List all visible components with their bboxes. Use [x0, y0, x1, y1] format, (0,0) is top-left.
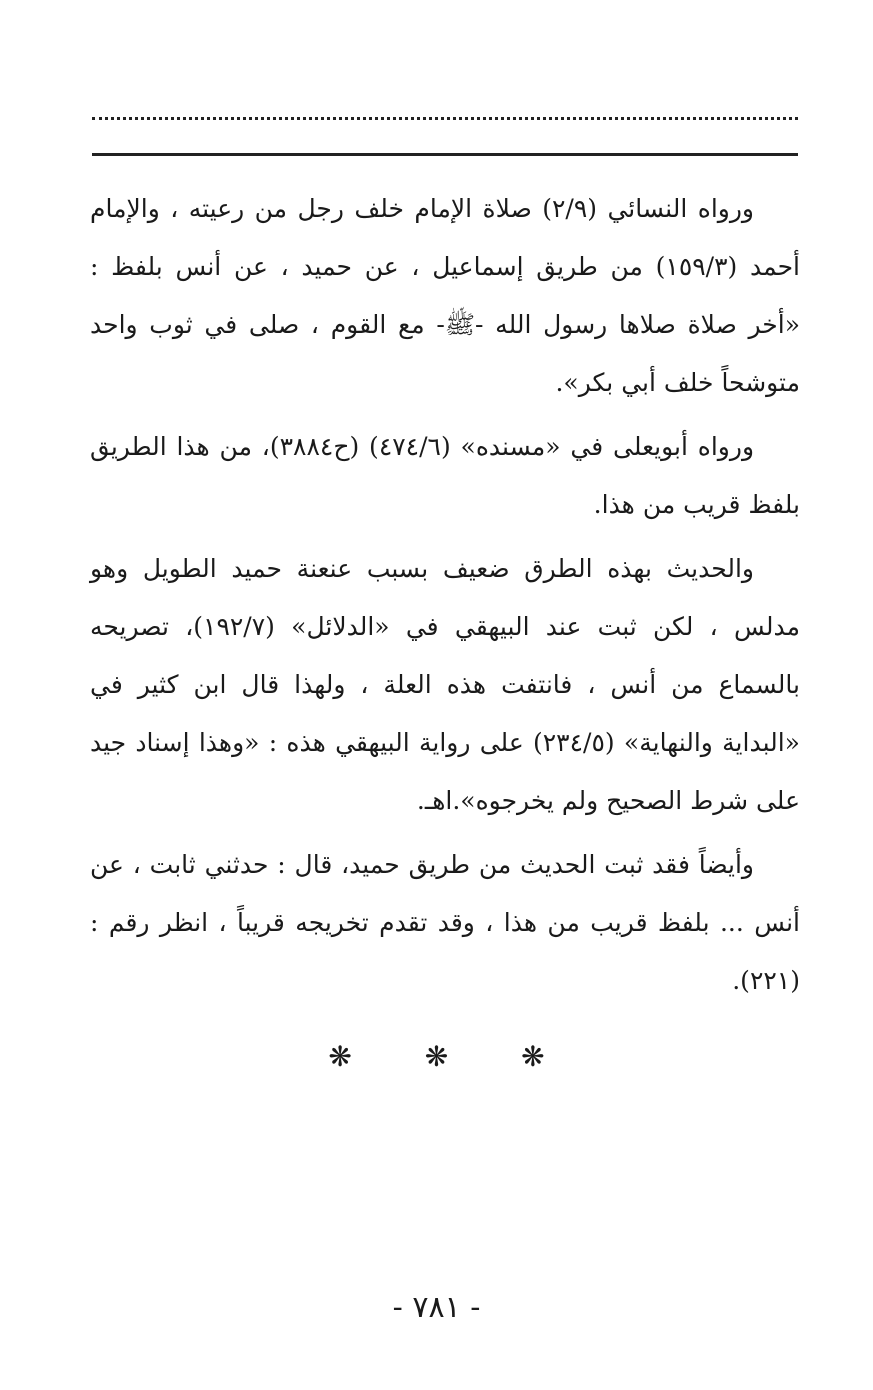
- asterism-separator: [0, 1040, 873, 1073]
- paragraph-abu-yala: ورواه أبويعلى في «مسنده» (٤٧٤/٦) (ح٣٨٨٤)، من هذا الطريق بلفظ قريب من هذا.: [90, 432, 800, 519]
- paragraph-humaid-route: وأيضاً فقد ثبت الحديث من طريق حميد، قال : حدثني ثابت ، عن أنس ... بلفظ قريب من هذا ، وقد تقدم تخريجه قريباً ، انظر رقم : (٢٢١).: [90, 850, 800, 995]
- paragraph-nasai: ورواه النسائي (٢/٩) صلاة الإمام خلف رجل من رعيته ، والإمام أحمد (١٥٩/٣) من طريق إسماعيل ، عن حميد ، عن أنس بلفظ : «أخر صلاة صلاها رسول الله -ﷺ- مع القوم ، صلى في ثوب واحد متوشحاً خلف أبي بكر».: [90, 194, 800, 397]
- paragraph-hadith-grading: والحديث بهذه الطرق ضعيف بسبب عنعنة حميد الطويل وهو مدلس ، لكن ثبت عند البيهقي في «الدلائل» (١٩٢/٧)، تصريحه بالسماع من أنس ، فانتفت هذه العلة ، ولهذا قال ابن كثير في «البداية والنهاية» (٢٣٤/٥) على رواية البيهقي هذه : «وهذا إسناد جيد على شرط الصحيح ولم يخرجوه».اهـ.: [90, 554, 801, 815]
- page-number: - ٧٨١ -: [392, 1290, 481, 1325]
- asterisk-icon: ❋: [424, 1040, 449, 1073]
- footnote-rule: [92, 153, 798, 156]
- asterisk-icon: ❋: [521, 1040, 545, 1073]
- footnote-text: [90, 180, 800, 1010]
- dotted-divider: [92, 117, 798, 120]
- asterisk-icon: ❋: [328, 1040, 352, 1073]
